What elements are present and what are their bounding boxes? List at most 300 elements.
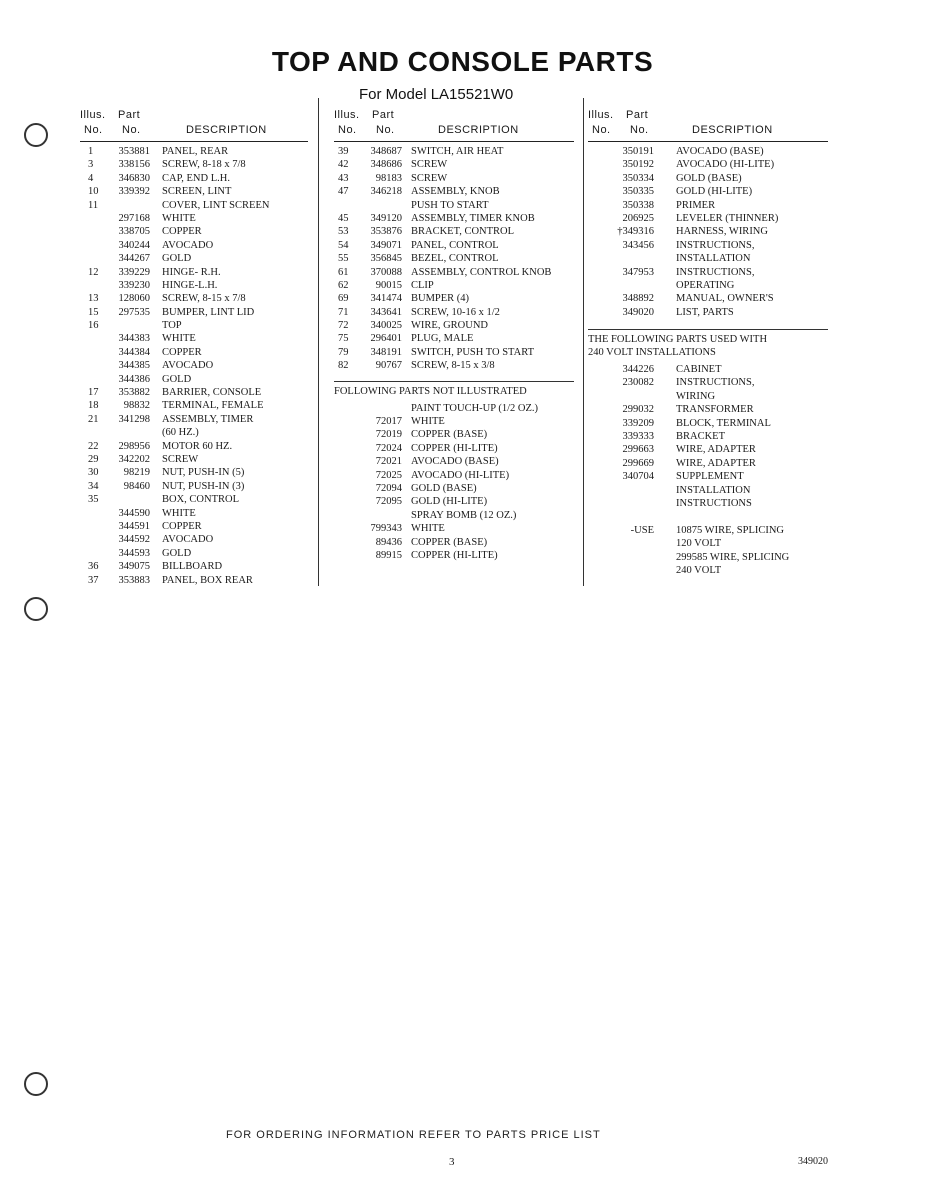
part-row <box>334 549 574 562</box>
part-number: 350335 <box>622 186 654 198</box>
part-number: 340704 <box>622 471 654 483</box>
parts-list <box>334 145 574 373</box>
illus-number: 15 <box>88 306 99 318</box>
illus-number: 34 <box>88 480 99 492</box>
part-row <box>588 225 828 238</box>
part-number: 343641 <box>370 306 402 318</box>
part-row <box>588 158 828 171</box>
part-row <box>334 145 574 158</box>
part-number: 347953 <box>622 266 654 278</box>
part-number: 297535 <box>118 306 150 318</box>
part-description: ASSEMBLY, CONTROL KNOB <box>411 266 552 278</box>
part-row <box>80 507 308 520</box>
part-description: PLUG, MALE <box>411 333 474 345</box>
part-row <box>80 158 308 171</box>
punch-hole-bottom <box>24 1072 48 1096</box>
part-description: SCREW <box>411 172 448 184</box>
part-number: 340244 <box>118 239 150 251</box>
illus-number: 72 <box>338 320 349 332</box>
no-label: No. <box>338 124 357 136</box>
part-number: 350192 <box>622 159 654 171</box>
part-row <box>334 469 574 482</box>
column-header <box>588 107 828 142</box>
illus-number: 10 <box>88 186 99 198</box>
part-row <box>334 482 574 495</box>
part-description: INSTRUCTIONS, <box>676 239 755 251</box>
part-description: WIRE, GROUND <box>411 320 488 332</box>
parts-list <box>588 363 828 577</box>
part-label: Part <box>118 109 141 121</box>
illus-number: 29 <box>88 453 99 465</box>
part-description: CAP, END L.H. <box>162 172 230 184</box>
part-number: 344383 <box>118 333 150 345</box>
description-label: DESCRIPTION <box>692 124 773 136</box>
part-row <box>588 537 828 550</box>
part-description: AVOCADO <box>162 360 214 372</box>
part-number: 339230 <box>118 279 150 291</box>
part-description: PANEL, CONTROL <box>411 239 499 251</box>
part-number: 338705 <box>118 226 150 238</box>
part-row <box>80 560 308 573</box>
illus-number: 30 <box>88 467 99 479</box>
illus-number: 35 <box>88 494 99 506</box>
illus-number: 54 <box>338 239 349 251</box>
part-number: 128060 <box>118 293 150 305</box>
part-number: 339392 <box>118 186 150 198</box>
part-description: PANEL, REAR <box>162 146 229 157</box>
part-description: AVOCADO (HI-LITE) <box>411 469 510 481</box>
part-description: PAINT TOUCH-UP (1/2 OZ.) <box>411 402 538 414</box>
part-description: MANUAL, OWNER'S <box>676 293 774 305</box>
part-description: PANEL, BOX REAR <box>162 574 253 586</box>
part-row <box>588 457 828 470</box>
illus-number: 43 <box>338 172 349 184</box>
part-description: HARNESS, WIRING <box>676 226 768 238</box>
part-row <box>334 319 574 332</box>
part-description: NUT, PUSH-IN (5) <box>162 467 245 479</box>
part-row <box>334 359 574 372</box>
no-label: No. <box>84 124 103 136</box>
part-row <box>80 453 308 466</box>
part-description: GOLD (HI-LITE) <box>411 496 488 508</box>
part-row <box>588 376 828 389</box>
part-description: AVOCADO (BASE) <box>411 456 499 468</box>
part-number: 98219 <box>123 467 150 479</box>
part-row <box>80 185 308 198</box>
part-description: LEVELER (THINNER) <box>676 212 779 224</box>
part-number: 348892 <box>622 293 654 305</box>
part-number: 349120 <box>370 212 402 224</box>
part-description: BOX, CONTROL <box>162 494 240 506</box>
part-description: GOLD (BASE) <box>411 482 477 494</box>
part-description: AVOCADO (BASE) <box>676 146 764 157</box>
part-description: COPPER <box>162 346 202 358</box>
part-row <box>80 212 308 225</box>
part-description: CABINET <box>676 364 722 376</box>
part-description: BRACKET, CONTROL <box>411 226 515 238</box>
part-description: INSTRUCTIONS <box>676 497 752 509</box>
part-description: 299585 WIRE, SPLICING <box>676 551 790 563</box>
part-row <box>588 403 828 416</box>
part-description: HINGE-L.H. <box>162 279 218 291</box>
section-line: 240 VOLT INSTALLATIONS <box>588 347 716 359</box>
section-line: FOLLOWING PARTS NOT ILLUSTRATED <box>334 385 527 397</box>
part-row <box>334 199 574 212</box>
part-row <box>334 536 574 549</box>
part-description: COPPER (HI-LITE) <box>411 549 498 561</box>
part-row <box>334 185 574 198</box>
part-description: GOLD (HI-LITE) <box>676 186 753 198</box>
part-description: INSTRUCTIONS, <box>676 266 755 278</box>
part-number: 344226 <box>622 364 654 376</box>
section-heading <box>334 381 574 398</box>
part-number: 350338 <box>622 199 654 211</box>
part-number: 346830 <box>118 172 150 184</box>
illus-number: 16 <box>88 320 99 332</box>
part-number: 353883 <box>118 574 150 586</box>
part-row <box>588 252 828 265</box>
part-description: OPERATING <box>676 279 735 291</box>
part-row <box>80 547 308 560</box>
part-row <box>334 428 574 441</box>
part-number: 89436 <box>375 536 402 548</box>
part-row <box>588 145 828 158</box>
illus-number: 71 <box>338 306 349 318</box>
part-row <box>334 495 574 508</box>
illus-label: Illus. <box>334 109 360 121</box>
no-label: No. <box>592 124 611 136</box>
part-number: 72019 <box>375 429 402 441</box>
part-number: 343456 <box>622 239 654 251</box>
part-row <box>80 332 308 345</box>
part-description: WHITE <box>411 523 445 535</box>
part-description: WHITE <box>162 212 196 224</box>
part-row <box>588 524 828 537</box>
part-number: 72017 <box>375 416 402 428</box>
part-description: CLIP <box>411 279 434 291</box>
part-row <box>334 306 574 319</box>
illus-label: Illus. <box>80 109 106 121</box>
part-description: SCREEN, LINT <box>162 186 232 198</box>
part-row <box>334 522 574 535</box>
illus-number: 37 <box>88 574 99 586</box>
part-row <box>80 399 308 412</box>
part-row <box>80 199 308 212</box>
part-description: BUMPER (4) <box>411 293 470 305</box>
column-header <box>80 107 308 142</box>
part-number: 341474 <box>370 293 402 305</box>
part-number: 90767 <box>375 360 402 372</box>
part-number: 72094 <box>375 482 402 494</box>
description-label: DESCRIPTION <box>438 124 519 136</box>
illus-number: 17 <box>88 387 99 399</box>
part-number: 348191 <box>370 346 402 358</box>
illus-number: 53 <box>338 226 349 238</box>
part-row <box>588 470 828 483</box>
part-description: BARRIER, CONSOLE <box>162 387 262 399</box>
illus-number: 3 <box>88 159 94 171</box>
part-row <box>80 239 308 252</box>
illus-number: 61 <box>338 266 349 278</box>
part-number: †349316 <box>617 226 654 238</box>
part-number: 72021 <box>375 456 402 468</box>
part-number: 350334 <box>622 172 654 184</box>
part-row <box>80 292 308 305</box>
illus-number: 55 <box>338 253 349 265</box>
part-row <box>334 292 574 305</box>
illus-number: 22 <box>88 440 99 452</box>
part-description: (60 HZ.) <box>162 427 199 439</box>
column-divider <box>583 98 584 586</box>
part-number: 339229 <box>118 266 150 278</box>
part-number: 344592 <box>118 534 150 546</box>
part-number: 346218 <box>370 186 402 198</box>
part-row <box>80 359 308 372</box>
part-description: SCREW, 8-15 x 3/8 <box>411 360 495 372</box>
column-header <box>334 107 574 142</box>
part-description: SWITCH, PUSH TO START <box>411 346 534 358</box>
part-number: 339209 <box>622 417 654 429</box>
part-number: 98832 <box>123 400 150 412</box>
part-description: WIRE, ADAPTER <box>676 457 756 469</box>
section-line: THE FOLLOWING PARTS USED WITH <box>588 334 768 346</box>
part-row <box>80 252 308 265</box>
part-description: WIRING <box>676 390 716 402</box>
part-description: HINGE- R.H. <box>162 266 221 278</box>
part-description: ASSEMBLY, TIMER KNOB <box>411 212 535 224</box>
part-number: 299032 <box>622 404 654 416</box>
part-description: WHITE <box>162 507 196 519</box>
part-row <box>80 306 308 319</box>
part-row <box>334 332 574 345</box>
part-description: TERMINAL, FEMALE <box>162 400 264 412</box>
illus-number: 4 <box>88 172 94 184</box>
part-number: 349020 <box>622 306 654 318</box>
part-description: ASSEMBLY, TIMER <box>162 413 254 425</box>
part-row <box>334 239 574 252</box>
part-description: WHITE <box>411 416 445 428</box>
part-number: 72024 <box>375 442 402 454</box>
parts-column-3 <box>588 107 828 577</box>
part-row <box>80 533 308 546</box>
part-number: 90015 <box>375 279 402 291</box>
part-row <box>588 484 828 497</box>
part-row <box>588 390 828 403</box>
part-description: WHITE <box>162 333 196 345</box>
part-number: 342202 <box>118 453 150 465</box>
part-row <box>334 266 574 279</box>
part-number: 353882 <box>118 387 150 399</box>
part-row <box>334 279 574 292</box>
part-row <box>588 430 828 443</box>
part-label: Part <box>626 109 649 121</box>
part-row <box>334 509 574 522</box>
part-row <box>588 363 828 376</box>
part-row <box>334 212 574 225</box>
part-number: 350191 <box>622 146 654 157</box>
part-row <box>80 386 308 399</box>
part-row <box>588 443 828 456</box>
part-description: TOP <box>162 320 182 332</box>
part-row <box>80 574 308 587</box>
part-description: AVOCADO <box>162 534 214 546</box>
part-row <box>588 551 828 564</box>
page-title: TOP AND CONSOLE PARTS <box>271 46 654 77</box>
part-description: BLOCK, TERMINAL <box>676 417 771 429</box>
part-description: AVOCADO <box>162 239 214 251</box>
part-description: AVOCADO (HI-LITE) <box>676 159 775 171</box>
part-number: 344384 <box>118 346 150 358</box>
part-number: 348687 <box>370 146 402 157</box>
part-description: PUSH TO START <box>411 199 489 211</box>
part-row <box>334 225 574 238</box>
part-number: 353876 <box>370 226 402 238</box>
part-row <box>334 442 574 455</box>
column-divider <box>318 98 319 586</box>
illus-label: Illus. <box>588 109 614 121</box>
part-row <box>334 415 574 428</box>
parts-column-2 <box>334 107 574 562</box>
part-row <box>80 493 308 506</box>
part-row <box>334 455 574 468</box>
part-description: 120 VOLT <box>676 538 722 550</box>
illus-number: 1 <box>88 146 94 157</box>
part-number: 344591 <box>118 520 150 532</box>
part-description: SWITCH, AIR HEAT <box>411 146 504 157</box>
part-row <box>334 402 574 415</box>
part-number: 72025 <box>375 469 402 481</box>
part-row <box>80 346 308 359</box>
part-row <box>80 426 308 439</box>
part-number: 344267 <box>118 253 150 265</box>
part-row <box>334 252 574 265</box>
part-description: SCREW <box>162 453 199 465</box>
part-number: 299669 <box>622 457 654 469</box>
part-description: SPRAY BOMB (12 OZ.) <box>411 509 517 521</box>
illus-number: 75 <box>338 333 349 345</box>
part-number: 338156 <box>118 159 150 171</box>
no-label: No. <box>376 124 395 136</box>
part-row <box>588 279 828 292</box>
part-description: GOLD (BASE) <box>676 172 742 184</box>
part-row <box>80 172 308 185</box>
part-number: -USE <box>630 524 654 536</box>
part-label: Part <box>372 109 395 121</box>
part-number: 356845 <box>370 253 402 265</box>
part-number: 72095 <box>375 496 402 508</box>
part-row <box>80 466 308 479</box>
document-number: 349020 <box>798 1156 828 1167</box>
part-row <box>588 510 828 523</box>
illus-number: 45 <box>338 212 349 224</box>
part-description: COPPER (HI-LITE) <box>411 442 498 454</box>
page-number: 3 <box>449 1156 455 1168</box>
part-number: 298956 <box>118 440 150 452</box>
part-number: 230082 <box>622 377 654 389</box>
part-number: 98183 <box>375 172 402 184</box>
part-number: 206925 <box>622 212 654 224</box>
part-number: 370088 <box>370 266 402 278</box>
part-row <box>588 564 828 577</box>
part-description: SCREW, 8-15 x 7/8 <box>162 293 246 305</box>
parts-list <box>588 145 828 319</box>
illus-number: 39 <box>338 146 349 157</box>
part-number: 341298 <box>118 413 150 425</box>
part-row <box>80 520 308 533</box>
part-description: INSTALLATION <box>676 253 751 265</box>
part-row <box>80 373 308 386</box>
part-row <box>588 212 828 225</box>
description-label: DESCRIPTION <box>186 124 267 136</box>
part-description: GOLD <box>162 373 192 385</box>
part-number: 299663 <box>622 444 654 456</box>
part-row <box>588 497 828 510</box>
part-row <box>80 266 308 279</box>
part-number: 349075 <box>118 561 150 573</box>
illus-number: 18 <box>88 400 99 412</box>
part-row <box>588 239 828 252</box>
part-row <box>80 480 308 493</box>
part-description: SCREW <box>411 159 448 171</box>
part-description: SCREW, 8-18 x 7/8 <box>162 159 246 171</box>
part-description: GOLD <box>162 547 192 559</box>
part-row <box>80 319 308 332</box>
part-description: WIRE, ADAPTER <box>676 444 756 456</box>
illus-number: 36 <box>88 561 99 573</box>
part-row <box>80 225 308 238</box>
illus-number: 12 <box>88 266 99 278</box>
illus-number: 79 <box>338 346 349 358</box>
part-row <box>80 145 308 158</box>
illus-number: 62 <box>338 279 349 291</box>
part-number: 353881 <box>118 146 150 157</box>
part-row <box>588 306 828 319</box>
part-row <box>80 440 308 453</box>
no-label: No. <box>630 124 649 136</box>
section-heading <box>588 329 828 359</box>
punch-hole-top <box>24 123 48 147</box>
part-number: 89915 <box>375 549 402 561</box>
ordering-footer: FOR ORDERING INFORMATION REFER TO PARTS PRICE LIST <box>226 1129 601 1141</box>
part-number: 344386 <box>118 373 150 385</box>
parts-column-1 <box>80 107 308 587</box>
part-description: NUT, PUSH-IN (3) <box>162 480 245 492</box>
part-number: 339333 <box>622 431 654 443</box>
part-row <box>588 266 828 279</box>
part-row <box>80 413 308 426</box>
part-number: 344593 <box>118 547 150 559</box>
part-number: 344385 <box>118 360 150 372</box>
part-description: COPPER <box>162 226 202 238</box>
part-row <box>334 158 574 171</box>
part-row <box>80 279 308 292</box>
part-description: COVER, LINT SCREEN <box>162 199 270 211</box>
part-description: TRANSFORMER <box>676 404 754 416</box>
part-description: COPPER <box>162 520 202 532</box>
part-description: BILLBOARD <box>162 561 223 573</box>
illus-number: 11 <box>88 199 99 211</box>
part-description: INSTRUCTIONS, <box>676 377 755 389</box>
model-subtitle: For Model LA15521W0 <box>359 86 514 103</box>
illus-number: 47 <box>338 186 349 198</box>
part-description: 240 VOLT <box>676 564 722 576</box>
punch-hole-middle <box>24 597 48 621</box>
part-number: 799343 <box>370 523 402 535</box>
part-description: BEZEL, CONTROL <box>411 253 499 265</box>
part-number: 344590 <box>118 507 150 519</box>
part-number: 296401 <box>370 333 402 345</box>
part-description: LIST, PARTS <box>676 306 734 318</box>
